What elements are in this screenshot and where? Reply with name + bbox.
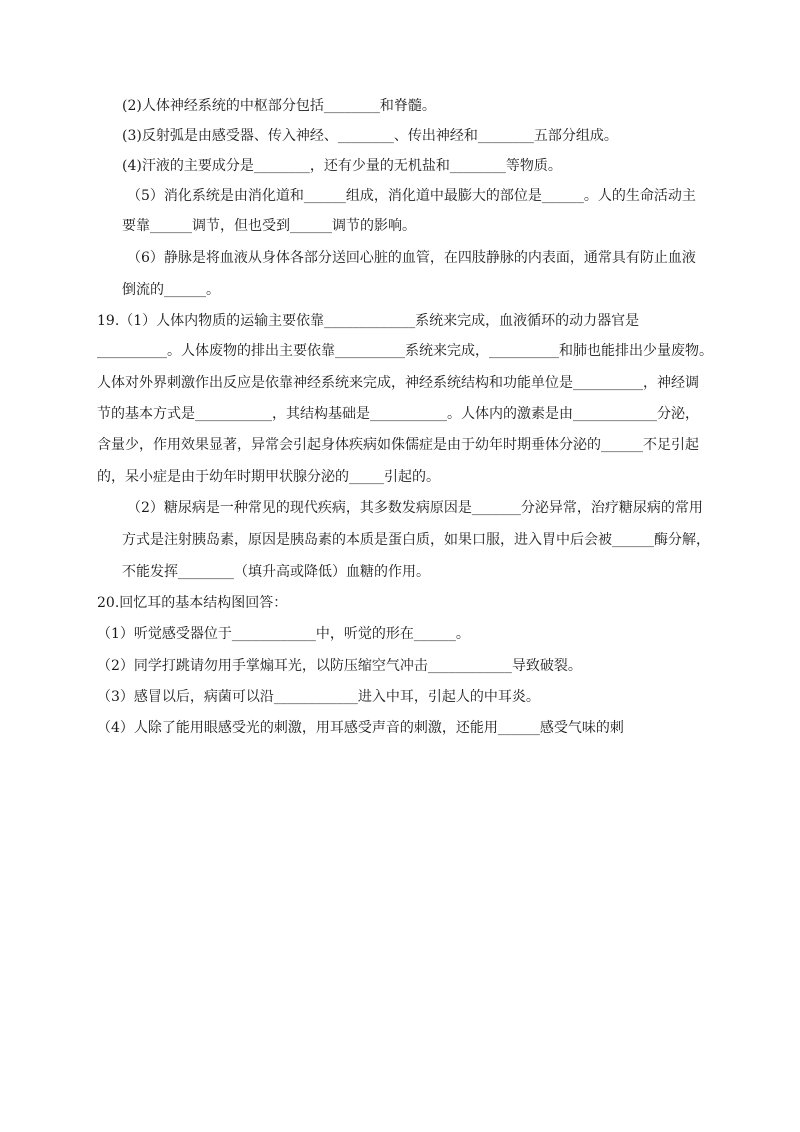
q19-part2-line1: （2）糖尿病是一种常见的现代疾病，其多数发病原因是_______分泌异常，治疗糖尿病的常用 (127, 500, 703, 516)
q18-part5-line2: 要靠______调节，但也受到______调节的影响。 (122, 218, 416, 234)
q18-part4: (4)汗液的主要成分是________，还有少量的无机盐和________等物质。 (122, 158, 562, 174)
q18-part3: (3)反射弧是由感受器、传入神经、________、传出神经和________五部分组成。 (122, 128, 618, 144)
q18-part2: (2)人体神经系统的中枢部分包括________和脊髓。 (122, 98, 436, 114)
q20-part2: （2）同学打跳请勿用手掌煽耳光，以防压缩空气冲击____________导致破裂。 (97, 658, 582, 674)
q20-part4: （4）人除了能用眼感受光的刺激，用耳感受声音的刺激，还能用______感受气味的刺 (97, 720, 624, 736)
q19-part2-line2: 方式是注射胰岛素，原因是胰岛素的本质是蛋白质，如果口服，进入胃中后会被______酶分解， (122, 532, 710, 548)
q19-part1-line1: 19.（1）人体内物质的运输主要依靠_____________系统来完成，血液循环的动力器官是 (97, 313, 640, 329)
q19-part1-line3: 人体对外界刺激作出反应是依靠神经系统来完成，神经系统结构和功能单位是__________，神经调 (97, 375, 699, 391)
q18-part6-line1: （6）静脉是将血液从身体各部分送回心脏的血管，在四肢静脉的内表面，通常具有防止血液 (127, 250, 696, 266)
q20-heading: 20.回忆耳的基本结构图回答： (97, 595, 288, 611)
q20-part3: （3）感冒以后，病菌可以沿____________进入中耳，引起人的中耳炎。 (97, 689, 540, 705)
q19-part1-line6: 的，呆小症是由于幼年时期甲状腺分泌的_____引起的。 (97, 469, 440, 485)
q19-part1-line5: 含量少，作用效果显著，异常会引起身体疾病如侏儒症是由于幼年时期垂体分泌的______不足引起 (97, 437, 699, 453)
q19-part1-line2: __________。人体废物的排出主要依靠__________系统来完成，__________和肺也能排出少量废物。 (97, 343, 713, 359)
q19-part2-line3: 不能发挥________（填升高或降低）血糖的作用。 (122, 564, 430, 580)
q19-part1-line4: 节的基本方式是___________，其结构基础是___________。人体内的激素是由____________分泌， (97, 406, 699, 422)
q18-part5-line1: （5）消化系统是由消化道和______组成，消化道中最膨大的部位是______。人的生命活动主 (127, 188, 696, 204)
q18-part6-line2: 倒流的______。 (122, 282, 220, 298)
q20-part1: （1）听觉感受器位于____________中，听觉的形在______。 (97, 626, 470, 642)
